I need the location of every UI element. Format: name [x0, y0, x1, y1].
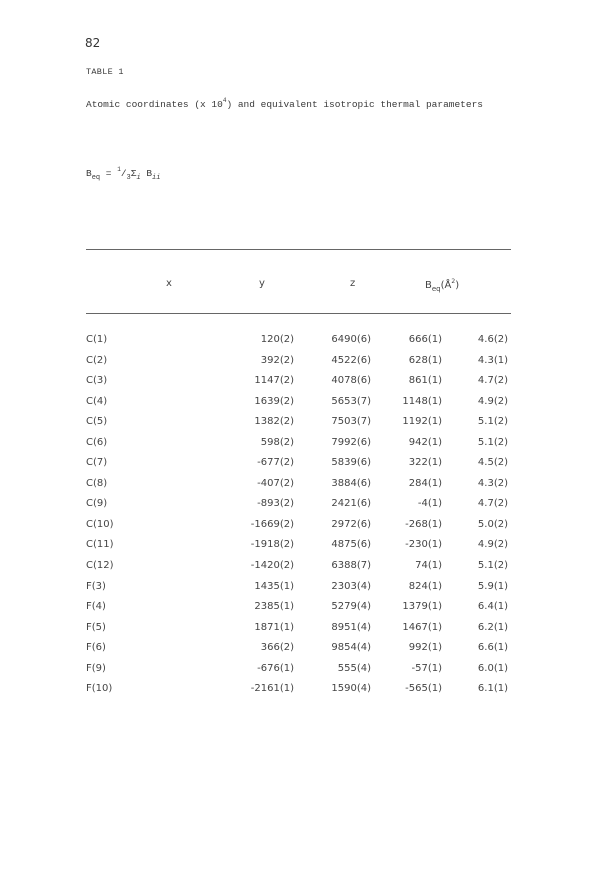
x-value: 1435(1): [254, 580, 294, 592]
atom-label: F(4): [86, 601, 106, 613]
y-value: 4875(6): [331, 539, 371, 551]
atom-label: C(3): [86, 375, 108, 387]
z-value: 1467(1): [402, 621, 442, 633]
caption-before: Atomic coordinates (x 10: [86, 99, 223, 110]
atom-label: C(10): [86, 518, 114, 530]
x-value: 598(2): [260, 436, 294, 448]
atom-label: C(4): [86, 395, 108, 407]
x-value: 2385(1): [254, 601, 294, 613]
x-value: 1147(2): [254, 375, 294, 387]
atom-label: C(11): [86, 539, 114, 551]
z-value: 1192(1): [402, 416, 442, 428]
formula-frac-num: 1: [117, 166, 121, 173]
table-row: [86, 334, 511, 355]
beq-value: 4.7(2): [477, 375, 508, 387]
z-value: 992(1): [408, 642, 442, 654]
x-value: 120(2): [260, 334, 294, 345]
table-row: [86, 478, 511, 499]
formula-lhs-sub: eq: [91, 174, 101, 182]
x-value: 366(2): [260, 642, 294, 654]
z-value: 942(1): [408, 436, 442, 448]
atom-label: F(5): [86, 621, 106, 633]
beq-value: 5.1(2): [477, 416, 508, 428]
atom-label: C(7): [86, 457, 108, 469]
table-row: [86, 375, 511, 396]
y-value: 9854(4): [331, 642, 371, 654]
atom-label: F(3): [86, 580, 106, 592]
beq-unit: (Å: [440, 280, 452, 291]
y-value: 8951(4): [331, 621, 371, 633]
y-value: 4078(6): [331, 375, 371, 387]
column-header-beq: [425, 278, 459, 293]
z-value: -565(1): [405, 683, 442, 695]
x-value: -1918(2): [250, 539, 294, 551]
atom-label: C(12): [86, 560, 114, 572]
table-row: [86, 355, 511, 376]
z-value: 284(1): [408, 477, 442, 489]
atom-label: F(9): [86, 662, 106, 674]
atom-label: C(6): [86, 436, 108, 448]
table-top-rule: [86, 249, 511, 250]
beq-subscript: eq: [431, 285, 441, 293]
x-value: 392(2): [260, 354, 294, 366]
y-value: 4522(6): [331, 354, 371, 366]
y-value: 555(4): [337, 662, 371, 674]
x-value: 1382(2): [254, 416, 294, 428]
beq-value: 5.1(2): [477, 436, 508, 448]
beq-value: 6.6(1): [477, 642, 508, 654]
z-value: 1379(1): [402, 601, 442, 613]
y-value: 7992(6): [331, 436, 371, 448]
formula-frac-den: 3: [126, 174, 131, 182]
beq-symbol: B: [425, 280, 432, 291]
page-number: 82: [85, 36, 101, 50]
table-row: [86, 601, 511, 622]
y-value: 2972(6): [331, 518, 371, 530]
formula-sigma: Σ: [130, 168, 137, 179]
table-row: [86, 396, 511, 417]
x-value: -407(2): [257, 477, 294, 489]
z-value: 628(1): [408, 354, 442, 366]
atom-label: C(5): [86, 416, 108, 428]
y-value: 6388(7): [331, 560, 371, 572]
z-value: 1148(1): [402, 395, 442, 407]
y-value: 2421(6): [331, 498, 371, 510]
y-value: 6490(6): [331, 334, 371, 345]
z-value: 666(1): [408, 334, 442, 345]
atom-label: F(6): [86, 642, 106, 654]
beq-value: 5.1(2): [477, 560, 508, 572]
atom-label: C(8): [86, 477, 108, 489]
formula-frac-slash: /: [120, 168, 127, 179]
table-row: [86, 498, 511, 519]
formula-term-sub: ii: [152, 174, 161, 182]
y-value: 5653(7): [331, 395, 371, 407]
z-value: -230(1): [405, 539, 442, 551]
x-value: -676(1): [257, 662, 294, 674]
y-value: 3884(6): [331, 477, 371, 489]
beq-value: 4.9(2): [477, 539, 508, 551]
y-value: 5839(6): [331, 457, 371, 469]
beq-value: 4.3(1): [477, 354, 508, 366]
atom-label: C(9): [86, 498, 108, 510]
coordinates-table-body: [86, 334, 511, 704]
table-row: [86, 683, 511, 704]
x-value: -1420(2): [250, 560, 294, 572]
table-row: [86, 622, 511, 643]
table-header-rule: [86, 313, 511, 314]
x-value: -893(2): [257, 498, 294, 510]
table-row: [86, 437, 511, 458]
table-row: [86, 642, 511, 663]
beq-value: 5.9(1): [477, 580, 508, 592]
beq-value: 4.6(2): [477, 334, 508, 345]
caption-exponent: 4: [222, 97, 227, 104]
beq-formula: [86, 166, 160, 182]
beq-value: 4.3(2): [477, 477, 508, 489]
beq-value: 4.5(2): [477, 457, 508, 469]
beq-value: 6.4(1): [477, 601, 508, 613]
column-header-z: z: [350, 278, 356, 289]
table-row: [86, 581, 511, 602]
z-value: -57(1): [411, 662, 442, 674]
column-header-y: y: [259, 278, 265, 289]
table-label: TABLE 1: [86, 67, 124, 77]
x-value: -1669(2): [250, 518, 294, 530]
table-row: [86, 416, 511, 437]
beq-unit-exponent: 2: [451, 278, 456, 285]
z-value: 861(1): [408, 375, 442, 387]
formula-sigma-sub: i: [136, 174, 141, 182]
z-value: -268(1): [405, 518, 442, 530]
beq-value: 4.7(2): [477, 498, 508, 510]
table-row: [86, 539, 511, 560]
z-value: -4(1): [417, 498, 442, 510]
x-value: -677(2): [257, 457, 294, 469]
atom-label: F(10): [86, 683, 113, 695]
z-value: 74(1): [415, 560, 442, 572]
beq-value: 6.0(1): [477, 662, 508, 674]
caption-after: ) and equivalent isotropic thermal parameters: [226, 99, 483, 110]
y-value: 1590(4): [331, 683, 371, 695]
x-value: 1639(2): [254, 395, 294, 407]
beq-value: 6.1(1): [477, 683, 508, 695]
beq-value: 4.9(2): [477, 395, 508, 407]
table-row: [86, 519, 511, 540]
beq-unit-close: ): [455, 280, 460, 291]
beq-value: 5.0(2): [477, 518, 508, 530]
table-row: [86, 560, 511, 581]
x-value: 1871(1): [254, 621, 294, 633]
y-value: 5279(4): [331, 601, 371, 613]
formula-equals: =: [100, 168, 118, 179]
table-row: [86, 663, 511, 684]
table-caption: [86, 97, 483, 110]
atom-label: C(1): [86, 334, 108, 345]
atom-label: C(2): [86, 354, 108, 366]
z-value: 824(1): [408, 580, 442, 592]
formula-lhs: B: [86, 168, 92, 179]
beq-value: 6.2(1): [477, 621, 508, 633]
z-value: 322(1): [408, 457, 442, 469]
formula-term: B: [140, 168, 153, 179]
x-value: -2161(1): [250, 683, 294, 695]
table-row: [86, 457, 511, 478]
y-value: 7503(7): [331, 416, 371, 428]
column-header-x: x: [166, 278, 172, 289]
y-value: 2303(4): [331, 580, 371, 592]
